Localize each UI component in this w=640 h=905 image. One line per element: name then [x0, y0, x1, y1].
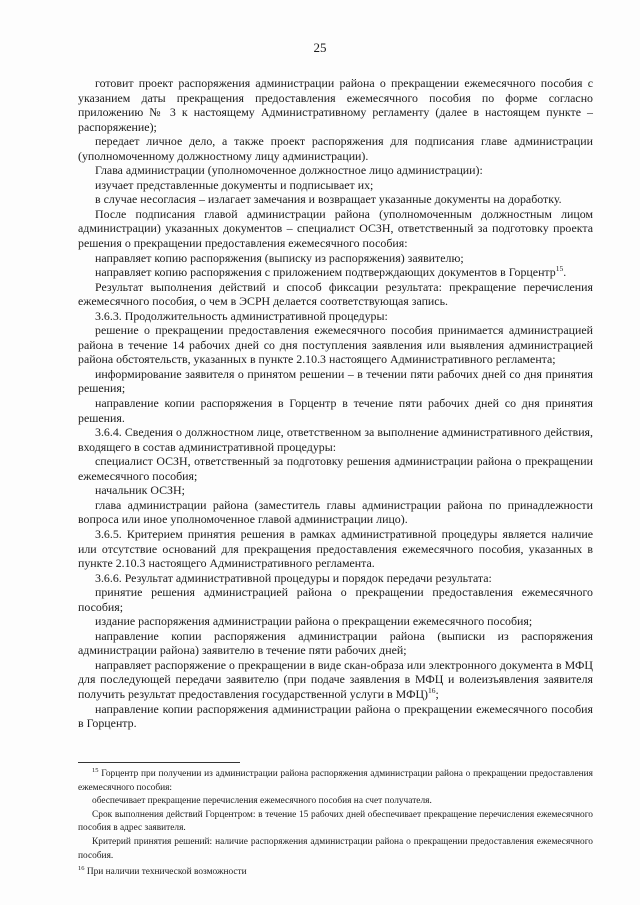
main-text	[78, 76, 593, 731]
footnote: обеспечивает прекращение перечисления ежемесячного пособия на счет получателя.	[92, 796, 432, 807]
footnote-ref-16: 16	[428, 686, 436, 695]
paragraph: издание распоряжения администрации района о прекращении ежемесячного пособия;	[95, 614, 533, 629]
footnotes-15	[78, 768, 593, 863]
paragraph: начальник ОСЗН;	[95, 483, 185, 498]
paragraph: После подписания главой администрации района (уполномоченным должностным лицом администрации) указанных документов – специалист ОСЗН, ответственный за подготовку проекта решения о прекращении предоставления ежемесячного пособия:	[78, 206, 593, 251]
paragraph: 3.6.5. Критерием принятия решения в рамках административной процедуры является наличие или отсутствие оснований для прекращения предоставления ежемесячного пособия, указанных в пункте 2.10.3 настоящего Административного регламента.	[78, 526, 593, 571]
page-number: 25	[313, 40, 327, 55]
paragraph: направляет копию распоряжения (выписку из распоряжения) заявителю;	[95, 250, 464, 265]
paragraph: изучает представленные документы и подписывает их;	[95, 177, 374, 192]
paragraph: 3.6.3. Продолжительность административной процедуры:	[95, 308, 388, 323]
footnote-divider	[78, 762, 240, 763]
footnote: Критерий принятия решений: наличие распоряжения администрации района о прекращении предоставления ежемесячного пособия.	[78, 836, 593, 861]
paragraph: решение о прекращении предоставления ежемесячного пособия принимается администрацией района в течение 14 рабочих дней со дня поступления заявления или выявления администрацией района обстоятельств, указанных в пункте 2.10.3 настоящего Административного регламента;	[78, 323, 593, 367]
paragraph: 3.6.6. Результат административной процедуры и порядок передачи результата:	[95, 570, 492, 585]
paragraph: Глава администрации (уполномоченное должностное лицо администрации):	[95, 163, 483, 178]
paragraph: готовит проект распоряжения администрации района о прекращении ежемесячного пособия с указанием даты прекращения предоставления ежемесячного пособия по форме согласно приложению № 3 к настоящему Административному регламенту (далее в настоящем пункте – распоряжение);	[78, 76, 593, 134]
footnote: Срок выполнения действий Горцентром: в течение 15 рабочих дней обеспечивает прекращение перечисления ежемесячного пособия в адрес заявителя.	[78, 809, 593, 834]
paragraph: специалист ОСЗН, ответственный за подготовку решения администрации района о прекращении ежемесячного пособия;	[78, 454, 593, 483]
paragraph: в случае несогласия – излагает замечания и возвращает указанные документы на доработку.	[95, 192, 562, 207]
footnotes-16	[78, 866, 593, 880]
paragraph: направление копии распоряжения администрации района о прекращении ежемесячного пособия в Горцентр.	[78, 701, 593, 731]
footnote-ref-15: 15	[555, 264, 564, 274]
paragraph: направляет копию распоряжения с приложением подтверждающих документов в Горцентр$^{15}$.	[95, 264, 567, 280]
paragraph: передает личное дело, а также проект распоряжения для подписания главе администрации (уполномоченному должностному лицу администрации).	[78, 134, 593, 163]
paragraph: глава администрации района (заместитель главы администрации района по принадлежности вопроса или иное уполномоченное главой администрации лицо).	[78, 497, 593, 527]
paragraph: информирование заявителя о принятом решении – в течении пяти рабочих дней со дня принятия решения;	[78, 366, 593, 396]
footnote: $^{15}$ Горцентр при получении из администрации района распоряжения администрации района о прекращении предоставления ежемесячного пособия:	[78, 766, 593, 793]
paragraph: направляет распоряжение о прекращении в виде скан-образа или электронного документа в МФЦ для последующей передачи заявителю (при подаче заявления в МФЦ и волеизъявления заявителя получить результат предоставления государственной услуги в МФЦ)$^{16}$;	[78, 657, 593, 701]
paragraph: принятие решения администрацией района о прекращении предоставления ежемесячного пособия;	[78, 585, 593, 614]
paragraph: Результат выполнения действий и способ фиксации результата: прекращение перечисления ежемесячного пособия, о чем в ЭСРН делается соответствующая запись.	[78, 279, 593, 309]
paragraph: направление копии распоряжения в Горцентр в течение пяти рабочих дней со дня принятия решения.	[78, 396, 593, 425]
paragraph: направление копии распоряжения администрации района (выписки из распоряжения администрации района) заявителю в течение пяти рабочих дней;	[78, 628, 593, 658]
footnote: $^{16}$ При наличии технической возможности	[78, 864, 247, 877]
paragraph: 3.6.4. Сведения о должностном лице, ответственном за выполнение административного действия, входящего в состав административной процедуры:	[78, 425, 593, 454]
